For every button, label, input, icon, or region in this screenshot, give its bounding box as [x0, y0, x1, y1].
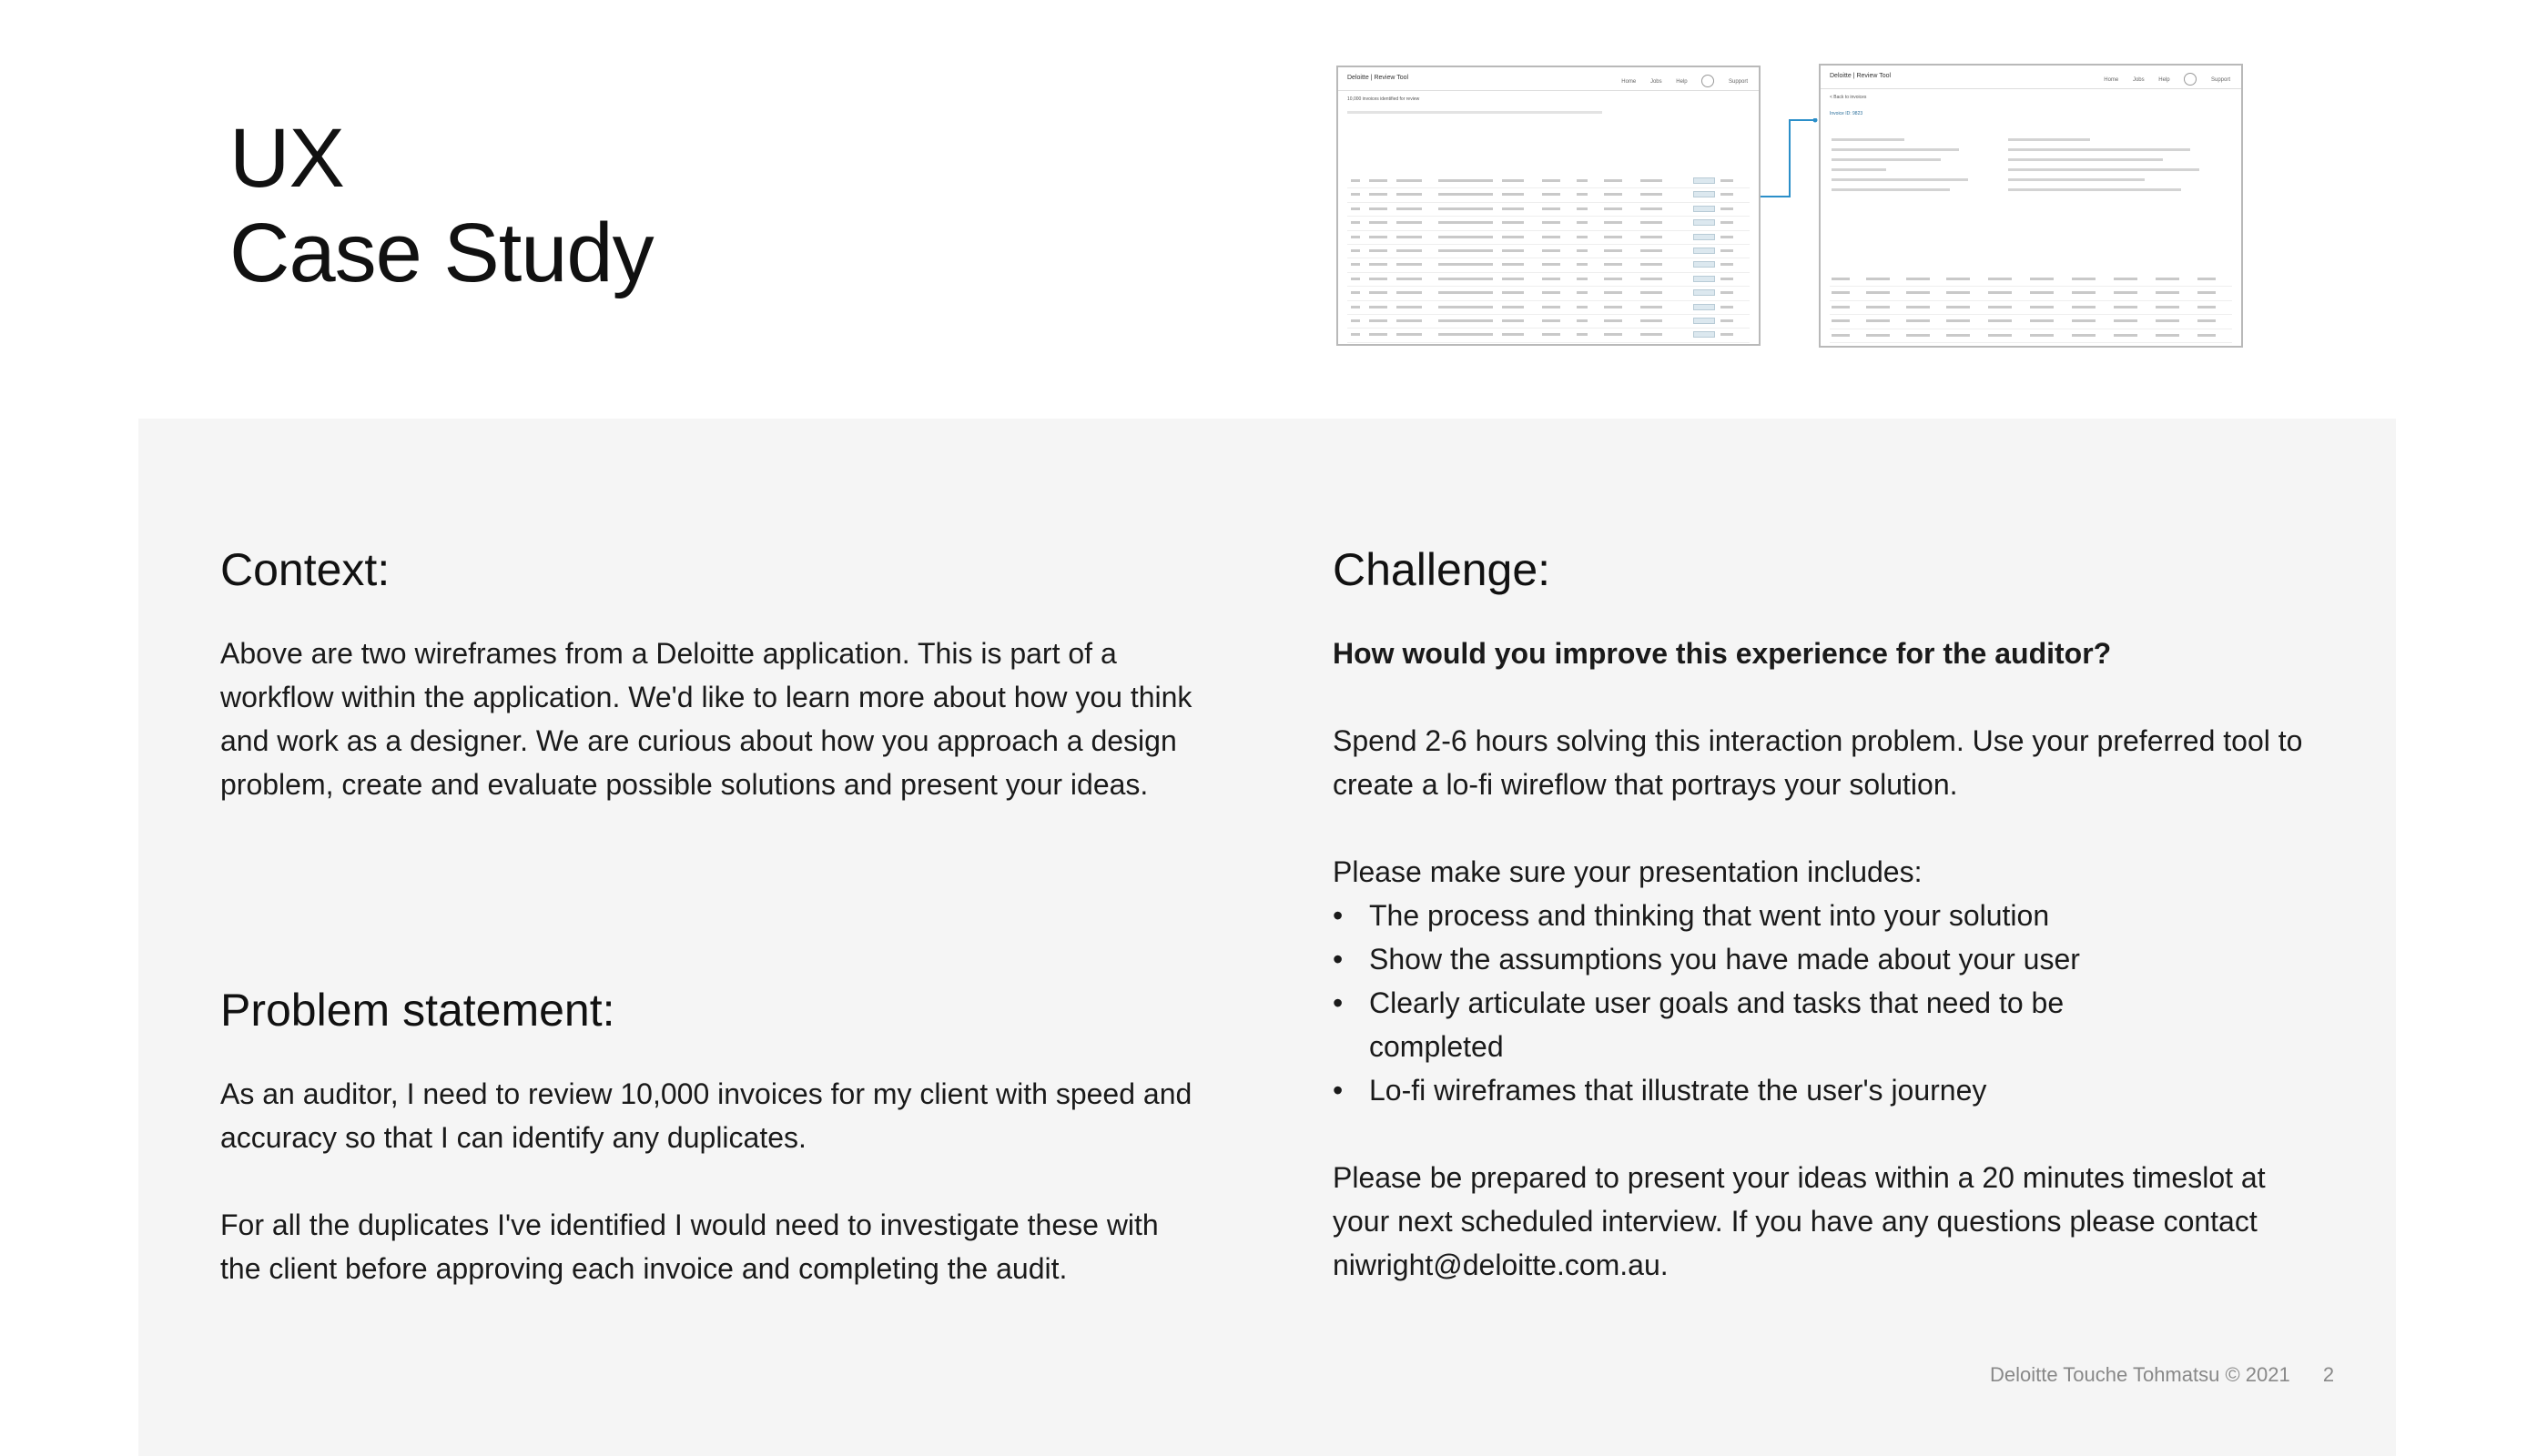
wireframe-nav-item: Help	[1676, 78, 1688, 85]
challenge-heading: Challenge:	[1333, 544, 1551, 595]
wireframe-nav-item: Support	[1728, 78, 1748, 85]
avatar-icon	[1701, 75, 1714, 87]
wireframe-row	[1830, 315, 2232, 329]
wireframe-nav	[1609, 75, 1748, 87]
wireframe-nav-item: Support	[2210, 76, 2230, 83]
title-line-case-study: Case Study	[229, 207, 654, 299]
list-item: • The process and thinking that went into your solution	[1333, 894, 2152, 937]
wireframe-row	[1347, 301, 1750, 315]
list-item: • Clearly articulate user goals and tasks that need to be completed	[1333, 981, 2152, 1068]
challenge-question: How would you improve this experience for the auditor?	[1333, 637, 2112, 670]
wireframe-app-title: Deloitte | Review Tool	[1830, 73, 1892, 79]
wireframe-row	[1347, 258, 1750, 272]
challenge-list	[1333, 894, 2152, 1112]
challenge-para-1: Spend 2-6 hours solving this interaction problem. Use your preferred tool to create a lo-fi wireflow that portrays your solution.	[1333, 724, 2303, 801]
wireframe-row	[1347, 203, 1750, 217]
avatar-icon	[2184, 73, 2197, 86]
challenge-section	[1333, 542, 2325, 597]
wireframe-subtitle: 10,000 invoices identified for review	[1347, 96, 1420, 102]
wireframe-row	[1347, 315, 1750, 329]
context-body: Above are two wireframes from a Deloitte application. This is part of a workflow within the application. We'd like to learn more about how you think and work as a designer. We are curious about how you approach a design problem, create and evaluate possible solutions and present your ideas.	[220, 637, 1192, 801]
wireframe-nav-item: Home	[1621, 78, 1637, 85]
footer	[1990, 1363, 2334, 1387]
wireframe-nav-item: Jobs	[2132, 76, 2145, 83]
wireframe-app-title: Deloitte | Review Tool	[1347, 75, 1409, 81]
wireframe-row	[1347, 188, 1750, 202]
wireframe-row	[1347, 231, 1750, 245]
page-title	[229, 111, 654, 300]
wireframe-nav	[2091, 73, 2230, 86]
wireframe-review-progress	[1832, 131, 1995, 198]
context-heading: Context:	[220, 544, 391, 595]
challenge-body-wrap	[1333, 632, 2325, 1287]
wireframe-topbar	[1821, 66, 2241, 89]
wireframe-table	[1830, 273, 2232, 339]
context-section	[220, 542, 1213, 597]
problem-para-1: As an auditor, I need to review 10,000 invoices for my client with speed and accuracy so that I can identify any duplicates.	[220, 1077, 1192, 1154]
wireframe-nav-item: Help	[2158, 76, 2170, 83]
wireframe-row	[1347, 329, 1750, 342]
page-number: 2	[2322, 1363, 2335, 1386]
footer-copyright: Deloitte Touche Tohmatsu © 2021	[1990, 1363, 2290, 1386]
list-item: • Lo-fi wireframes that illustrate the user's journey	[1333, 1068, 2152, 1112]
wireframe-row	[1347, 273, 1750, 287]
wireframe-row	[1830, 329, 2232, 343]
wireframe-back-link: < Back to invoices	[1830, 95, 1867, 100]
wireframe-row	[1347, 217, 1750, 230]
list-item: • Show the assumptions you have made about your user	[1333, 937, 2152, 981]
context-body-wrap	[220, 632, 1213, 806]
wireframe-row	[1830, 273, 2232, 287]
wireframe-row	[1347, 175, 1750, 188]
wireframe-nav-item: Home	[2104, 76, 2119, 83]
wireframe-row	[1347, 287, 1750, 300]
wireframe-nav-item: Jobs	[1649, 78, 1662, 85]
wireframe-invoice-list	[1336, 66, 1761, 346]
wireframe-table	[1347, 175, 1750, 337]
challenge-intro: Please make sure your presentation includes:	[1333, 855, 1923, 888]
problem-para-2: For all the duplicates I've identified I would need to investigate these with the client before approving each invoice and completing the audit.	[220, 1208, 1159, 1285]
wireframe-row	[1830, 301, 2232, 315]
challenge-closing: Please be prepared to present your ideas within a 20 minutes timeslot at your next scheduled interview. If you have any questions please contact niwright@deloitte.com.au.	[1333, 1161, 2266, 1281]
wireframe-invoice-detail	[1819, 64, 2243, 348]
title-line-ux: UX	[229, 112, 344, 205]
wireframe-progress-bar	[1347, 111, 1602, 114]
problem-body-wrap	[220, 1072, 1213, 1290]
wireframe-review-findings	[2008, 131, 2227, 198]
wireframe-invoice-id: Invoice ID: 9823	[1830, 111, 1863, 116]
connector-arrow	[1761, 118, 1819, 198]
problem-section	[220, 983, 1213, 1037]
problem-heading: Problem statement:	[220, 985, 615, 1036]
wireframe-topbar	[1338, 67, 1759, 91]
wireframe-row	[1347, 245, 1750, 258]
wireframe-row	[1830, 287, 2232, 300]
